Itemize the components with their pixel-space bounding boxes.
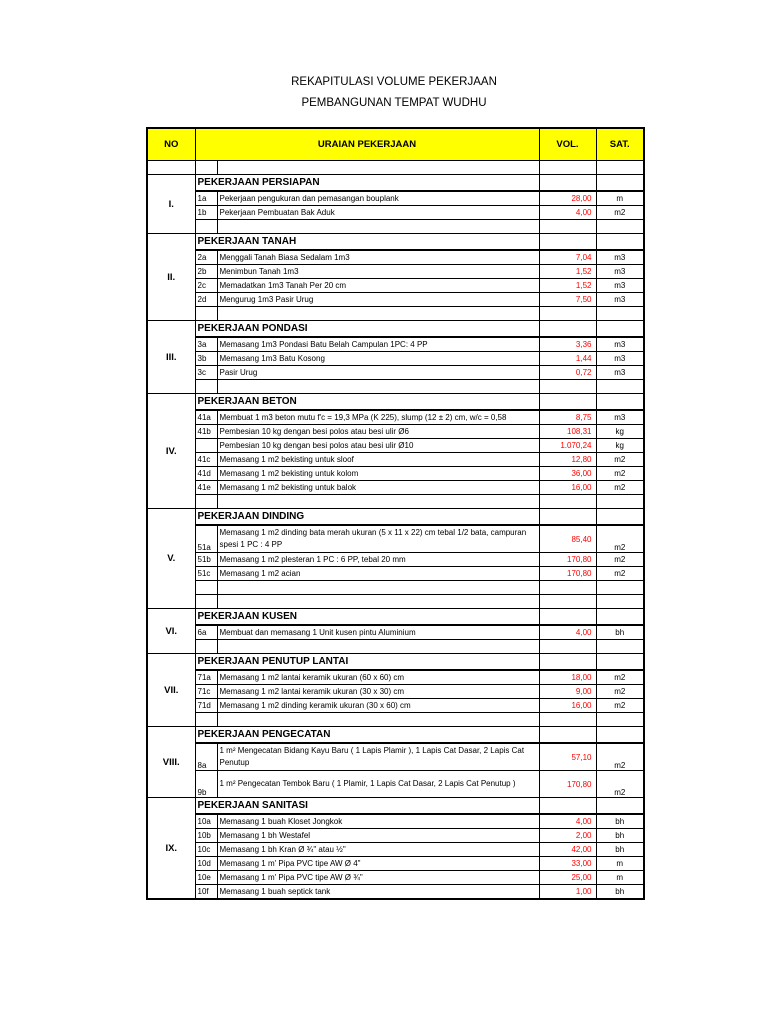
document-subtitle: PEMBANGUNAN TEMPAT WUDHU <box>301 97 487 109</box>
item-description: Memasang 1 m2 plesteran 1 PC : 6 PP, tebal 20 mm <box>217 553 539 567</box>
table-row <box>147 743 644 771</box>
item-description: 1 m² Pengecatan Tembok Baru ( 1 Plamir, 1 Lapis Cat Dasar, 2 Lapis Cat Penutup ) <box>217 771 539 798</box>
item-code: 51a <box>195 525 217 553</box>
item-code: 10d <box>195 857 217 871</box>
item-code: 71a <box>195 670 217 685</box>
item-description: Pembesian 10 kg dengan besi polos atau besi ulir Ø10 <box>217 439 539 453</box>
item-volume: 33,00 <box>539 857 596 871</box>
item-unit: m <box>596 871 644 885</box>
blank-cell <box>596 640 644 654</box>
item-unit: m <box>596 191 644 206</box>
item-unit: bh <box>596 843 644 857</box>
blank-row <box>147 581 644 595</box>
item-code: 3b <box>195 352 217 366</box>
section-title: PEKERJAAN PENGECATAN <box>195 727 539 744</box>
item-volume: 170,80 <box>539 567 596 581</box>
item-volume: 16,00 <box>539 481 596 495</box>
section-sat-blank <box>596 727 644 744</box>
item-volume: 4,00 <box>539 206 596 220</box>
section-number: I. <box>147 175 195 234</box>
item-unit: m2 <box>596 453 644 467</box>
blank-cell <box>596 713 644 727</box>
table-row <box>147 567 644 581</box>
item-unit: m3 <box>596 279 644 293</box>
blank-cell <box>217 595 539 609</box>
item-unit: m3 <box>596 352 644 366</box>
item-unit: m3 <box>596 366 644 380</box>
item-code: 41c <box>195 453 217 467</box>
item-code: 41d <box>195 467 217 481</box>
blank-cell <box>195 713 217 727</box>
item-volume: 0,72 <box>539 366 596 380</box>
table-row <box>147 814 644 829</box>
blank-cell <box>539 380 596 394</box>
item-unit: m3 <box>596 265 644 279</box>
blank-cell <box>195 595 217 609</box>
item-description: Memasang 1 m2 dinding keramik ukuran (30 x 60) cm <box>217 699 539 713</box>
item-code: 1b <box>195 206 217 220</box>
item-unit: m2 <box>596 525 644 553</box>
item-code: 71c <box>195 685 217 699</box>
section-vol-blank <box>539 654 596 671</box>
section-number: V. <box>147 509 195 609</box>
table-row <box>147 481 644 495</box>
section-vol-blank <box>539 175 596 192</box>
item-description: Memasang 1 m2 bekisting untuk kolom <box>217 467 539 481</box>
section-row <box>147 509 644 526</box>
document-title: REKAPITULASI VOLUME PEKERJAAN <box>291 76 497 88</box>
blank-cell <box>596 581 644 595</box>
header-vol: VOL. <box>539 128 596 161</box>
item-volume: 36,00 <box>539 467 596 481</box>
item-description: Memasang 1m3 Pondasi Batu Belah Campulan 1PC: 4 PP <box>217 337 539 352</box>
item-volume: 18,00 <box>539 670 596 685</box>
blank-row <box>147 307 644 321</box>
section-sat-blank <box>596 175 644 192</box>
section-row <box>147 798 644 815</box>
table-row <box>147 366 644 380</box>
blank-cell <box>217 713 539 727</box>
section-vol-blank <box>539 509 596 526</box>
item-code: 41a <box>195 410 217 425</box>
section-sat-blank <box>596 321 644 338</box>
blank-cell <box>195 495 217 509</box>
item-description: Memasang 1 m2 bekisting untuk sloof <box>217 453 539 467</box>
item-unit: m3 <box>596 293 644 307</box>
section-sat-blank <box>596 609 644 626</box>
item-volume: 4,00 <box>539 814 596 829</box>
blank-cell <box>217 220 539 234</box>
table-row <box>147 439 644 453</box>
item-volume: 3,36 <box>539 337 596 352</box>
table-row <box>147 553 644 567</box>
section-sat-blank <box>596 654 644 671</box>
item-description: Memasang 1 m2 acian <box>217 567 539 581</box>
item-volume: 16,00 <box>539 699 596 713</box>
item-unit: m3 <box>596 250 644 265</box>
item-code: 2a <box>195 250 217 265</box>
section-vol-blank <box>539 798 596 815</box>
blank-cell <box>147 161 195 175</box>
table-row <box>147 871 644 885</box>
table-body <box>147 161 644 900</box>
item-unit: m2 <box>596 481 644 495</box>
item-volume: 170,80 <box>539 771 596 798</box>
section-number: IV. <box>147 394 195 509</box>
item-volume: 7,04 <box>539 250 596 265</box>
section-row <box>147 394 644 411</box>
table-row <box>147 191 644 206</box>
section-number: VIII. <box>147 727 195 798</box>
table-row <box>147 625 644 640</box>
item-code: 41e <box>195 481 217 495</box>
item-description: Membuat dan memasang 1 Unit kusen pintu Aluminium <box>217 625 539 640</box>
blank-row <box>147 161 644 175</box>
item-description: Memasang 1 m2 lantai keramik ukuran (60 x 60) cm <box>217 670 539 685</box>
blank-cell <box>217 640 539 654</box>
blank-cell <box>596 307 644 321</box>
item-unit: bh <box>596 814 644 829</box>
item-volume: 1,52 <box>539 279 596 293</box>
section-row <box>147 234 644 251</box>
item-unit: m <box>596 857 644 871</box>
section-number: VII. <box>147 654 195 727</box>
item-volume: 8,75 <box>539 410 596 425</box>
blank-cell <box>596 220 644 234</box>
item-unit: bh <box>596 885 644 900</box>
item-description: Pasir Urug <box>217 366 539 380</box>
blank-row <box>147 495 644 509</box>
item-code: 1a <box>195 191 217 206</box>
item-code: 3a <box>195 337 217 352</box>
item-code: 10e <box>195 871 217 885</box>
item-volume: 28,00 <box>539 191 596 206</box>
item-code: 71d <box>195 699 217 713</box>
item-description: Menggali Tanah Biasa Sedalam 1m3 <box>217 250 539 265</box>
item-code: 10c <box>195 843 217 857</box>
blank-row <box>147 595 644 609</box>
item-volume: 170,80 <box>539 553 596 567</box>
item-volume: 12,80 <box>539 453 596 467</box>
section-sat-blank <box>596 394 644 411</box>
item-code: 10f <box>195 885 217 900</box>
section-number: VI. <box>147 609 195 654</box>
section-title: PEKERJAAN PONDASI <box>195 321 539 338</box>
blank-cell <box>195 380 217 394</box>
blank-cell <box>539 595 596 609</box>
header-no: NO <box>147 128 195 161</box>
blank-cell <box>217 307 539 321</box>
item-code: 51b <box>195 553 217 567</box>
item-code: 9b <box>195 771 217 798</box>
item-volume: 42,00 <box>539 843 596 857</box>
blank-cell <box>217 161 539 175</box>
item-code: 3c <box>195 366 217 380</box>
item-description: Memasang 1m3 Batu Kosong <box>217 352 539 366</box>
item-volume: 1.070,24 <box>539 439 596 453</box>
blank-cell <box>596 380 644 394</box>
blank-cell <box>539 713 596 727</box>
item-description: Memasang 1 buah septick tank <box>217 885 539 900</box>
blank-row <box>147 220 644 234</box>
section-vol-blank <box>539 234 596 251</box>
blank-row <box>147 640 644 654</box>
item-description: Memasang 1 bh Kran Ø ¾" atau ½" <box>217 843 539 857</box>
blank-cell <box>217 380 539 394</box>
blank-cell <box>195 307 217 321</box>
section-sat-blank <box>596 798 644 815</box>
item-code: 6a <box>195 625 217 640</box>
item-description: Memadatkan 1m3 Tanah Per 20 cm <box>217 279 539 293</box>
section-number: II. <box>147 234 195 321</box>
volume-table <box>146 127 645 900</box>
section-vol-blank <box>539 727 596 744</box>
table-row <box>147 453 644 467</box>
blank-cell <box>195 581 217 595</box>
header-sat: SAT. <box>596 128 644 161</box>
blank-cell <box>195 161 217 175</box>
item-volume: 9,00 <box>539 685 596 699</box>
table-row <box>147 410 644 425</box>
item-description: Pembesian 10 kg dengan besi polos atau besi ulir Ø6 <box>217 425 539 439</box>
table-row <box>147 857 644 871</box>
table-row <box>147 293 644 307</box>
item-unit: bh <box>596 625 644 640</box>
item-description: Memasang 1 m2 lantai keramik ukuran (30 x 30) cm <box>217 685 539 699</box>
item-volume: 108,31 <box>539 425 596 439</box>
blank-cell <box>539 161 596 175</box>
table-row <box>147 670 644 685</box>
table-row <box>147 771 644 798</box>
item-volume: 1,44 <box>539 352 596 366</box>
section-row <box>147 609 644 626</box>
table-row <box>147 467 644 481</box>
table-row <box>147 337 644 352</box>
item-unit: bh <box>596 829 644 843</box>
item-code: 10a <box>195 814 217 829</box>
table-header-row <box>147 128 644 161</box>
item-volume: 2,00 <box>539 829 596 843</box>
section-sat-blank <box>596 234 644 251</box>
item-description: Memasang 1 buah Kloset Jongkok <box>217 814 539 829</box>
item-code: 2c <box>195 279 217 293</box>
blank-cell <box>195 220 217 234</box>
section-title: PEKERJAAN SANITASI <box>195 798 539 815</box>
item-description: Memasang 1 m' Pipa PVC tipe AW Ø 4" <box>217 857 539 871</box>
blank-cell <box>539 220 596 234</box>
blank-row <box>147 380 644 394</box>
item-volume: 57,10 <box>539 743 596 771</box>
item-code: 10b <box>195 829 217 843</box>
item-description: Pekerjaan Pembuatan Bak Aduk <box>217 206 539 220</box>
item-unit: m2 <box>596 771 644 798</box>
header-uraian: URAIAN PEKERJAAN <box>195 128 539 161</box>
section-title: PEKERJAAN PERSIAPAN <box>195 175 539 192</box>
item-code: 2b <box>195 265 217 279</box>
item-unit: m3 <box>596 410 644 425</box>
blank-cell <box>217 581 539 595</box>
section-vol-blank <box>539 321 596 338</box>
section-vol-blank <box>539 609 596 626</box>
blank-cell <box>539 307 596 321</box>
blank-cell <box>539 640 596 654</box>
item-unit: m2 <box>596 553 644 567</box>
blank-cell <box>217 495 539 509</box>
table-row <box>147 843 644 857</box>
item-code: 2d <box>195 293 217 307</box>
section-title: PEKERJAAN TANAH <box>195 234 539 251</box>
item-description: Memasang 1 m2 bekisting untuk balok <box>217 481 539 495</box>
item-unit: kg <box>596 439 644 453</box>
blank-cell <box>539 581 596 595</box>
item-unit: m2 <box>596 467 644 481</box>
blank-cell <box>539 495 596 509</box>
section-number: III. <box>147 321 195 394</box>
item-unit: m3 <box>596 337 644 352</box>
item-description: Menimbun Tanah 1m3 <box>217 265 539 279</box>
blank-cell <box>596 495 644 509</box>
item-description: Membuat 1 m3 beton mutu f'c = 19,3 MPa (K 225), slump (12 ± 2) cm, w/c = 0,58 <box>217 410 539 425</box>
item-description: Memasang 1 m' Pipa PVC tipe AW Ø ¾" <box>217 871 539 885</box>
item-volume: 85,40 <box>539 525 596 553</box>
table-row <box>147 685 644 699</box>
section-row <box>147 727 644 744</box>
item-code <box>195 439 217 453</box>
table-row <box>147 699 644 713</box>
item-unit: m2 <box>596 685 644 699</box>
section-title: PEKERJAAN BETON <box>195 394 539 411</box>
section-vol-blank <box>539 394 596 411</box>
item-code: 51c <box>195 567 217 581</box>
table-row <box>147 885 644 900</box>
section-row <box>147 321 644 338</box>
item-unit: m2 <box>596 699 644 713</box>
item-description: Memasang 1 m2 dinding bata merah ukuran (5 x 11 x 22) cm tebal 1/2 bata, campuran spesi 1 PC : 4 PP <box>217 525 539 553</box>
item-unit: m2 <box>596 743 644 771</box>
item-unit: m2 <box>596 670 644 685</box>
blank-cell <box>596 595 644 609</box>
table-row <box>147 206 644 220</box>
item-unit: m2 <box>596 567 644 581</box>
item-description: Mengurug 1m3 Pasir Urug <box>217 293 539 307</box>
blank-row <box>147 713 644 727</box>
item-description: 1 m² Mengecatan Bidang Kayu Baru ( 1 Lapis Plamir ), 1 Lapis Cat Dasar, 2 Lapis Cat Penutup <box>217 743 539 771</box>
section-title: PEKERJAAN KUSEN <box>195 609 539 626</box>
table-row <box>147 265 644 279</box>
table-row <box>147 425 644 439</box>
table-row <box>147 250 644 265</box>
section-title: PEKERJAAN PENUTUP LANTAI <box>195 654 539 671</box>
section-row <box>147 654 644 671</box>
table-row <box>147 352 644 366</box>
item-description: Memasang 1 bh Westafel <box>217 829 539 843</box>
item-unit: m2 <box>596 206 644 220</box>
table-row <box>147 279 644 293</box>
table-row <box>147 829 644 843</box>
section-row <box>147 175 644 192</box>
section-number: IX. <box>147 798 195 900</box>
blank-cell <box>596 161 644 175</box>
item-unit: kg <box>596 425 644 439</box>
item-description: Pekerjaan pengukuran dan pemasangan bouplank <box>217 191 539 206</box>
item-volume: 1,52 <box>539 265 596 279</box>
item-code: 41b <box>195 425 217 439</box>
item-volume: 1,00 <box>539 885 596 900</box>
item-code: 8a <box>195 743 217 771</box>
blank-cell <box>195 640 217 654</box>
section-title: PEKERJAAN DINDING <box>195 509 539 526</box>
item-volume: 25,00 <box>539 871 596 885</box>
item-volume: 7,50 <box>539 293 596 307</box>
table-row <box>147 525 644 553</box>
item-volume: 4,00 <box>539 625 596 640</box>
section-sat-blank <box>596 509 644 526</box>
